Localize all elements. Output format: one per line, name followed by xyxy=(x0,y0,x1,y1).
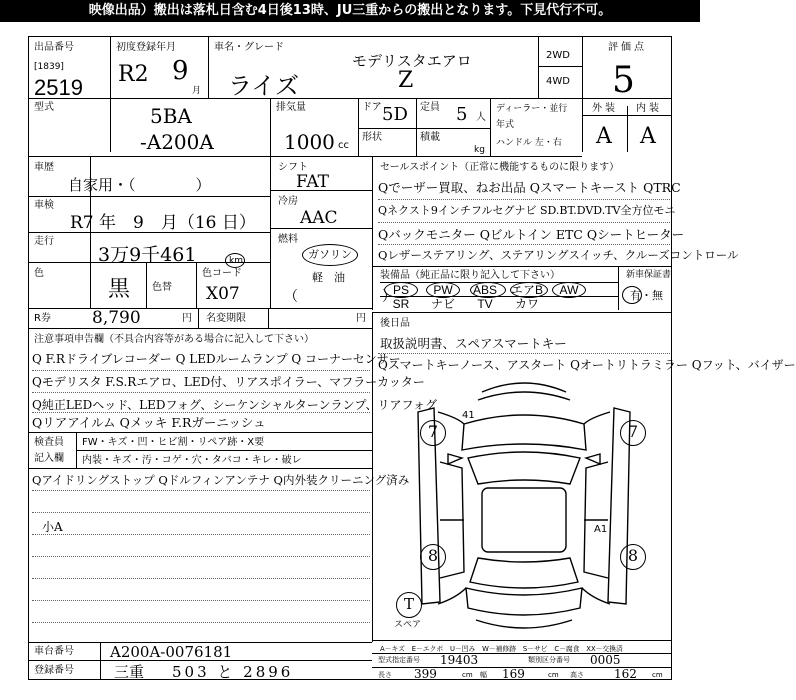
drive-4wd: 4WD xyxy=(546,76,570,87)
listing-number: 2519 xyxy=(34,75,83,100)
tire-front-left: 7 xyxy=(420,420,446,446)
car-name-label: 車名・グレード xyxy=(214,42,284,53)
equipment-navi: ナビ xyxy=(430,297,455,311)
mileage-unit: km xyxy=(229,256,243,266)
divider xyxy=(627,106,628,152)
divider xyxy=(372,312,373,642)
fuel-gasoline: ガソリン xyxy=(308,248,352,261)
divider xyxy=(372,653,672,654)
divider xyxy=(372,266,672,267)
inspector-line-1: FW・キズ・凹・ヒビ割・リペア跡・X要 xyxy=(82,437,265,448)
type-cert-label: 型式指定番号 xyxy=(378,656,420,664)
selling-point-2: Qネクスト9インチフルセグナビ SD.BT.DVD.TV全方位モニ xyxy=(378,204,676,217)
first-reg-label: 初度登録年月 xyxy=(116,42,176,53)
rule xyxy=(32,490,370,491)
divider xyxy=(416,98,417,156)
divider xyxy=(582,36,583,152)
divider xyxy=(28,432,372,433)
tire-front-right: 7 xyxy=(620,420,646,446)
doors-label: ドア xyxy=(362,102,382,113)
damage-mark-a1: A1 xyxy=(594,524,608,535)
rule xyxy=(378,199,670,200)
divider xyxy=(270,98,271,156)
length-value: 399 xyxy=(414,667,437,681)
r-ticket-unit-2: 円 xyxy=(356,313,366,324)
name-change-label: 名変期限 xyxy=(206,313,246,324)
height-label: 高さ xyxy=(570,671,584,679)
divider xyxy=(268,308,269,328)
mileage-value: 3万9千461 xyxy=(98,244,197,266)
inspector-entry-label: 記入欄 xyxy=(34,453,64,464)
chassis-number: A200A-0076181 xyxy=(110,643,233,661)
history-value: 自家用・（ ） xyxy=(68,176,211,194)
divider xyxy=(28,328,372,329)
capacity-value: 5 xyxy=(456,104,468,125)
rule xyxy=(32,622,370,623)
grade-aero: モデリスタエアロ xyxy=(352,52,472,70)
equipment-tv: TV xyxy=(477,297,493,311)
doors-value: 5D xyxy=(382,104,408,125)
divider xyxy=(28,156,582,157)
divider xyxy=(28,98,672,99)
rule xyxy=(32,512,370,513)
mileage-unit-circle xyxy=(225,253,245,268)
sheet-banner: 映像出品）搬出は落札日含む4日後13時、JU三重からの搬出となります。下見代行不可。 xyxy=(0,0,700,22)
mileage-label: 走行 xyxy=(34,236,54,247)
divider xyxy=(270,228,372,229)
r-ticket-label: R券 xyxy=(34,313,51,324)
equipment-label: 装備品（純正品に限り記入して下さい） xyxy=(380,270,560,281)
divider xyxy=(146,262,147,308)
history-label: 車歴 xyxy=(34,162,54,173)
plate-number: 503 と 2896 xyxy=(172,663,294,681)
width-value: 169 xyxy=(502,667,525,681)
score-value: 5 xyxy=(612,60,635,101)
listing-subnumber: [1839] xyxy=(34,62,64,72)
after-install-value: 取扱説明書、スペアスマートキー xyxy=(380,336,567,351)
displacement-unit: cc xyxy=(338,140,349,151)
score-label: 評価点 xyxy=(608,42,647,53)
capacity-label: 定員 xyxy=(420,102,440,113)
selling-point-3: Qバックモニター Qビルトイン ETC Qシートヒーター xyxy=(378,227,685,242)
divider xyxy=(28,468,372,469)
equipment-aw: AW xyxy=(559,283,579,297)
grade: Z xyxy=(398,68,414,93)
spare-label: スペア xyxy=(394,620,422,630)
shape-label: 形状 xyxy=(362,132,382,143)
note-2: Qモデリスタ F.S.Rエアロ、LED付、リアスポイラー、マフラーカッター xyxy=(32,375,425,389)
length-unit: cm xyxy=(462,671,473,679)
divider xyxy=(372,640,672,641)
fuel-diesel: 軽 油 xyxy=(312,271,345,284)
inspection-label: 車検 xyxy=(34,200,54,211)
interior-label: 内装 xyxy=(636,103,662,114)
displacement-label: 排気量 xyxy=(276,102,306,113)
height-value: 162 xyxy=(614,667,637,681)
equipment-leather: カワ xyxy=(514,297,539,311)
interior-score: A xyxy=(640,124,656,149)
aircon-label: 冷房 xyxy=(278,196,298,207)
notes-label: 注意事項申告欄（不具合内容等がある場合に記入して下さい） xyxy=(34,334,314,345)
year-label: 年式 xyxy=(496,120,515,130)
exterior-score: A xyxy=(596,124,612,149)
divider xyxy=(490,98,491,156)
selling-point-4: Qレザーステアリング、ステアリングスイッチ、クルーズコントロール xyxy=(378,248,739,262)
load-label: 積載 xyxy=(420,132,440,143)
color-code-label: 色コード xyxy=(202,268,242,279)
rule xyxy=(378,244,670,245)
width-unit: cm xyxy=(548,671,559,679)
displacement-value: 1000 xyxy=(284,130,335,154)
divider xyxy=(198,308,199,328)
divider xyxy=(538,66,582,67)
dealer-label: ディーラー・並行 xyxy=(496,104,568,114)
color-label: 色 xyxy=(34,268,44,279)
divider xyxy=(28,196,270,197)
car-body-diagram xyxy=(378,372,670,640)
equipment-row-2 xyxy=(380,298,590,310)
divider xyxy=(270,156,271,308)
r-ticket-unit: 円 xyxy=(182,313,192,324)
rule xyxy=(378,222,670,223)
post-note-2: 小A xyxy=(42,520,63,534)
divider xyxy=(358,98,359,156)
damage-legend: A－キズ E－エクボ U－凹み W－補修跡 S－サビ C－腐食 XX－交換済 xyxy=(380,645,623,653)
capacity-unit: 人 xyxy=(476,112,486,123)
divider xyxy=(110,36,111,152)
divider xyxy=(100,642,101,680)
after-install-value-2: Qスマートキーノース、アスタート Qオートリトラミラー Qフット、バイザー xyxy=(378,358,796,372)
first-reg-month: 9 xyxy=(172,56,189,86)
divider xyxy=(372,312,672,313)
listing-number-label: 出品番号 xyxy=(34,42,74,53)
aircon-value: AAC xyxy=(300,208,338,228)
height-unit: cm xyxy=(652,671,663,679)
color-value: 黒 xyxy=(108,277,131,302)
load-unit: kg xyxy=(474,145,485,155)
divider xyxy=(380,296,618,297)
color-swap-label: 色替 xyxy=(152,282,172,293)
selling-point-1: Qでーザー買取、ねお出品 Qスマートキースト QTRC xyxy=(378,180,681,195)
model-code: -A200A xyxy=(140,130,214,154)
divider xyxy=(208,36,209,98)
inspector-label: 検査員 xyxy=(34,437,64,448)
first-reg-era: R2 xyxy=(118,62,149,87)
rule xyxy=(378,353,670,354)
rule xyxy=(32,600,370,601)
divider xyxy=(618,266,619,310)
plate-label: 登録番号 xyxy=(34,665,74,676)
r-ticket-value: 8,790 xyxy=(92,308,141,328)
car-name: ライズ xyxy=(228,72,300,100)
divider xyxy=(28,308,372,309)
tire-rear-left: 8 xyxy=(420,544,446,570)
divider xyxy=(538,36,539,98)
new-car-warranty-value: 有・無 xyxy=(630,289,663,302)
rule xyxy=(32,412,370,413)
equipment-pw: PW xyxy=(433,283,453,297)
after-install-label: 後日品 xyxy=(380,318,410,329)
month-unit: 月 xyxy=(192,86,202,96)
equipment-sr: SR xyxy=(392,297,410,311)
rule xyxy=(32,370,370,371)
equipment-airbag: エアB xyxy=(510,283,543,297)
model-prefix: 5BA xyxy=(150,104,192,128)
model-label: 型式 xyxy=(34,102,54,113)
type-cert-number: 19403 xyxy=(440,653,479,667)
width-label: 幅 xyxy=(480,671,487,679)
spare-tire: T xyxy=(396,592,422,618)
note-3: Q純正LEDヘッド、LEDフォグ、シーケンシャルターンランプ、リアフォグ xyxy=(32,398,437,412)
rule xyxy=(32,392,370,393)
rule xyxy=(32,534,370,535)
note-1: Q F.Rドライブレコーダー Q LEDルームランプ Q コーナーセンサー xyxy=(32,352,401,366)
note-4: Qリアアイルム Qメッキ F.Rガーニッシュ xyxy=(32,415,266,430)
damage-mark-41: 41 xyxy=(462,410,475,421)
handle-label: ハンドル 左・右 xyxy=(496,138,562,148)
divider xyxy=(76,450,372,451)
equipment-abs: ABS xyxy=(472,283,497,297)
drive-2wd: 2WD xyxy=(546,50,570,61)
category-number: 0005 xyxy=(590,653,621,667)
length-label: 長さ xyxy=(378,671,392,679)
rule xyxy=(32,578,370,579)
post-note-1: Qアイドリングストップ Qドルフィンアンテナ Q内外装クリーニング済み xyxy=(32,473,410,487)
rule xyxy=(32,556,370,557)
selling-points-label: セールスポイント（正常に機能するものに限ります） xyxy=(380,162,620,173)
inspector-line-2: 内装・キズ・汚・コゲ・穴・タバコ・キレ・破レ xyxy=(82,455,302,466)
new-car-warranty-label: 新車保証書 xyxy=(626,270,672,280)
equipment-ps: PS xyxy=(392,283,409,297)
category-label: 類別区分番号 xyxy=(528,656,570,664)
shift-label: シフト xyxy=(278,162,308,173)
shift-value: FAT xyxy=(296,172,330,192)
tire-rear-right: 8 xyxy=(620,544,646,570)
divider xyxy=(358,128,490,129)
fuel-bracket: （ ） xyxy=(284,289,396,305)
color-code-value: X07 xyxy=(206,284,240,304)
warranty-selected-circle xyxy=(622,286,642,304)
divider xyxy=(196,262,197,308)
chassis-label: 車台番号 xyxy=(34,646,74,657)
exterior-label: 外装 xyxy=(592,103,618,114)
fuel-label: 燃料 xyxy=(278,234,298,245)
plate-region: 三重 xyxy=(114,663,145,681)
inspection-value: R7 年 9 月（16 日） xyxy=(70,213,256,233)
